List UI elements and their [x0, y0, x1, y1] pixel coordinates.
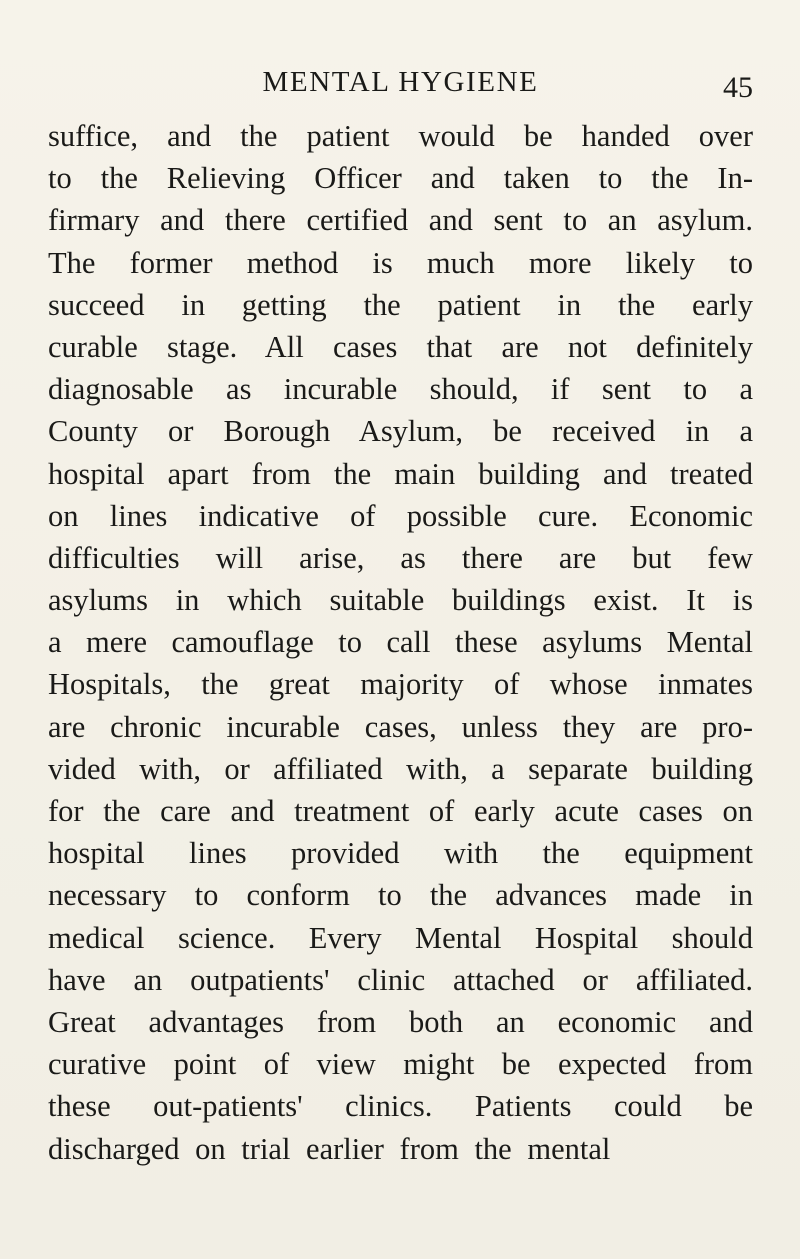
text-line: Hospitals, the great majority of whose inmates: [48, 667, 753, 702]
text-line: hospital lines provided with the equipment: [48, 836, 753, 871]
text-line: curative point of view might be expected from: [48, 1047, 753, 1082]
text-line: for the care and treatment of early acute cases on: [48, 794, 753, 828]
running-title: MENTAL HYGIENE: [262, 66, 539, 98]
text-line: discharged on trial earlier from the mental: [48, 1131, 611, 1166]
text-line: vided with, or affiliated with, a separate building: [48, 751, 753, 786]
text-line: a mere camouflage to call these asylums Mental: [48, 625, 753, 660]
body-text: [48, 115, 753, 1170]
text-line: asylums in which suitable buildings exist. It is: [48, 583, 753, 618]
text-line: are chronic incurable cases, unless they are pro-: [48, 709, 753, 744]
text-line: succeed in getting the patient in the early: [48, 287, 753, 322]
text-line: The former method is much more likely to: [48, 245, 753, 280]
text-line: have an outpatients' clinic attached or affiliated.: [48, 962, 753, 997]
text-line: Great advantages from both an economic and: [48, 1004, 753, 1039]
text-line: necessary to conform to the advances made in: [48, 878, 753, 913]
text-line: firmary and there certified and sent to an asylum.: [48, 203, 753, 238]
text-line: difficulties will arise, as there are but few: [48, 540, 753, 575]
text-line: these out-patients' clinics. Patients could be: [48, 1089, 753, 1124]
text-line: on lines indicative of possible cure. Economic: [48, 498, 753, 533]
page-number: 45: [723, 71, 753, 104]
text-line: to the Relieving Officer and taken to the In-: [48, 161, 753, 196]
running-head: [48, 62, 753, 102]
text-line: diagnosable as incurable should, if sent to a: [48, 372, 753, 407]
text-line: hospital apart from the main building and treated: [48, 456, 753, 491]
text-line: County or Borough Asylum, be received in a: [48, 414, 753, 449]
text-line: medical science. Every Mental Hospital should: [48, 920, 753, 955]
text-line: curable stage. All cases that are not definitely: [48, 329, 753, 364]
text-line: suffice, and the patient would be handed over: [48, 119, 753, 153]
